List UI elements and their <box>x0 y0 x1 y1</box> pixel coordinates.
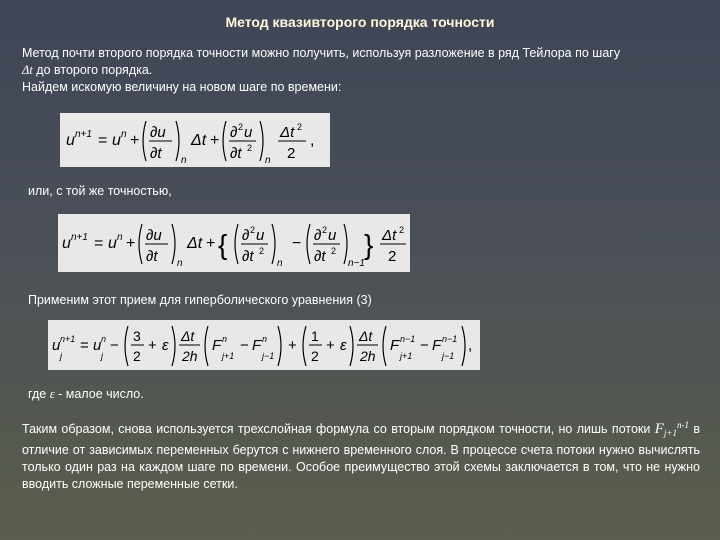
intro-line-3: Найдем искомую величину на новом шаге по времени: <box>22 80 342 94</box>
svg-text:2: 2 <box>133 348 141 364</box>
svg-text:j−1: j−1 <box>442 351 455 361</box>
svg-text:+: + <box>206 235 216 252</box>
svg-text:j: j <box>101 351 103 361</box>
svg-text:n: n <box>177 258 183 269</box>
formula-difference <box>58 214 410 272</box>
svg-text:j: j <box>60 351 62 361</box>
svg-text:n−1: n−1 <box>348 258 365 269</box>
svg-text:2: 2 <box>322 225 328 235</box>
svg-text:=: = <box>98 132 108 149</box>
flux-symbol: F <box>654 421 664 437</box>
svg-text:Δt: Δt <box>382 227 397 244</box>
svg-text:u: u <box>108 235 117 252</box>
svg-text:n−1: n−1 <box>442 334 458 344</box>
svg-text:ε: ε <box>340 337 347 354</box>
svg-text:+: + <box>126 235 136 252</box>
formula-hyperbolic <box>48 320 480 370</box>
svg-text:j+1: j+1 <box>400 351 413 361</box>
svg-text:n: n <box>265 155 271 166</box>
svg-text:∂t: ∂t <box>242 248 254 265</box>
conclusion-paragraph <box>22 417 700 493</box>
svg-text:2: 2 <box>259 246 265 256</box>
svg-text:j+1: j+1 <box>222 351 235 361</box>
svg-text:u: u <box>52 337 61 354</box>
slide-title: Метод квазивторого порядка точности <box>225 14 495 30</box>
svg-text:2: 2 <box>238 122 244 132</box>
svg-text:n: n <box>181 155 187 166</box>
svg-text:∂: ∂ <box>242 227 250 244</box>
conclusion-part-1: Таким образом, снова используется трехслойная формула со вторым порядком точности, но лишь потоки <box>22 422 655 436</box>
formula-hyperbolic-box <box>48 320 480 370</box>
svg-text:F: F <box>432 337 442 354</box>
intro-line-2-text: до второго порядка. <box>32 63 153 77</box>
svg-text:n: n <box>121 129 127 140</box>
svg-text:+: + <box>148 337 157 354</box>
svg-text:Δt: Δt <box>280 124 295 141</box>
flux-subscript: j+1 <box>663 428 677 438</box>
svg-text:∂: ∂ <box>314 227 322 244</box>
intro-line-1: Метод почти второго порядка точности можно получить, используя разложение в ряд Тейлора по шагу <box>22 46 621 60</box>
svg-text:u: u <box>328 227 337 244</box>
text-same-accuracy: или, с той же точностью, <box>28 184 172 198</box>
svg-text:3: 3 <box>133 328 141 344</box>
svg-text:F: F <box>390 337 400 354</box>
svg-text:Δt: Δt <box>187 235 203 252</box>
svg-text:2: 2 <box>399 225 405 235</box>
text-apply: Применим этот прием для гиперболического уравнения (3) <box>28 293 372 307</box>
svg-text:}: } <box>364 229 374 260</box>
svg-text:Δt: Δt <box>359 328 373 344</box>
svg-text:n: n <box>277 258 283 269</box>
formula-taylor-box <box>60 113 330 167</box>
svg-text:u: u <box>62 235 71 252</box>
svg-text:,: , <box>468 337 473 354</box>
text-where-suffix: - малое число. <box>54 387 144 401</box>
flux-superscript: n-1 <box>676 420 689 430</box>
svg-text:,: , <box>310 132 315 149</box>
svg-text:n: n <box>101 334 107 344</box>
svg-text:u: u <box>244 124 253 141</box>
svg-text:−: − <box>240 337 249 354</box>
svg-text:2: 2 <box>250 225 256 235</box>
svg-text:2: 2 <box>287 145 296 162</box>
svg-text:∂t: ∂t <box>146 248 158 265</box>
svg-text:n: n <box>222 334 228 344</box>
text-where-prefix: где <box>28 387 50 401</box>
svg-text:n: n <box>262 334 268 344</box>
svg-text:−: − <box>420 337 429 354</box>
epsilon-symbol: ε <box>49 387 55 401</box>
svg-text:+: + <box>130 132 140 149</box>
svg-text:+: + <box>210 132 220 149</box>
svg-text:∂: ∂ <box>230 124 238 141</box>
svg-text:∂t: ∂t <box>150 145 162 162</box>
svg-text:j−1: j−1 <box>262 351 275 361</box>
svg-text:Δt: Δt <box>191 132 207 149</box>
svg-text:2: 2 <box>247 143 253 153</box>
svg-text:{: { <box>218 229 228 260</box>
svg-text:ε: ε <box>162 337 169 354</box>
svg-text:u: u <box>66 132 75 149</box>
svg-text:2: 2 <box>388 248 397 265</box>
conclusion-part-2: в отличие от зависимых переменных берутся с нижнего временного слоя. В процессе счета потоки нужно вычислять только один раз на каждом шаге по времени. Особое преимущество этой схемы заключается в том, что не нужно вводить сложные переменные сетки. <box>22 422 700 491</box>
formula-difference-box <box>58 214 410 272</box>
svg-text:u: u <box>256 227 265 244</box>
svg-text:−: − <box>292 235 302 252</box>
svg-text:−: − <box>110 337 119 354</box>
svg-text:Δt: Δt <box>181 328 195 344</box>
svg-text:1: 1 <box>311 328 319 344</box>
svg-text:n+1: n+1 <box>75 129 92 140</box>
svg-text:∂t: ∂t <box>314 248 326 265</box>
svg-text:n−1: n−1 <box>400 334 416 344</box>
svg-text:n+1: n+1 <box>71 232 88 243</box>
svg-text:∂u: ∂u <box>146 227 162 244</box>
svg-text:u: u <box>112 132 121 149</box>
svg-text:u: u <box>93 337 102 354</box>
svg-text:∂t: ∂t <box>230 145 242 162</box>
svg-text:2: 2 <box>331 246 337 256</box>
svg-text:2: 2 <box>311 348 319 364</box>
svg-text:∂u: ∂u <box>150 124 166 141</box>
svg-text:2h: 2h <box>182 348 198 364</box>
svg-text:+: + <box>326 337 335 354</box>
text-where <box>28 386 144 402</box>
svg-text:n+1: n+1 <box>60 334 76 344</box>
svg-text:2: 2 <box>297 122 303 132</box>
svg-text:=: = <box>94 235 104 252</box>
svg-text:F: F <box>252 337 262 354</box>
svg-text:F: F <box>212 337 222 354</box>
svg-text:n: n <box>117 232 123 243</box>
intro-line-2 <box>22 62 152 78</box>
formula-taylor <box>60 113 330 167</box>
svg-text:2h: 2h <box>360 348 376 364</box>
svg-text:+: + <box>288 337 297 354</box>
svg-text:=: = <box>80 337 89 354</box>
delta-t-symbol: Δt <box>22 63 33 77</box>
